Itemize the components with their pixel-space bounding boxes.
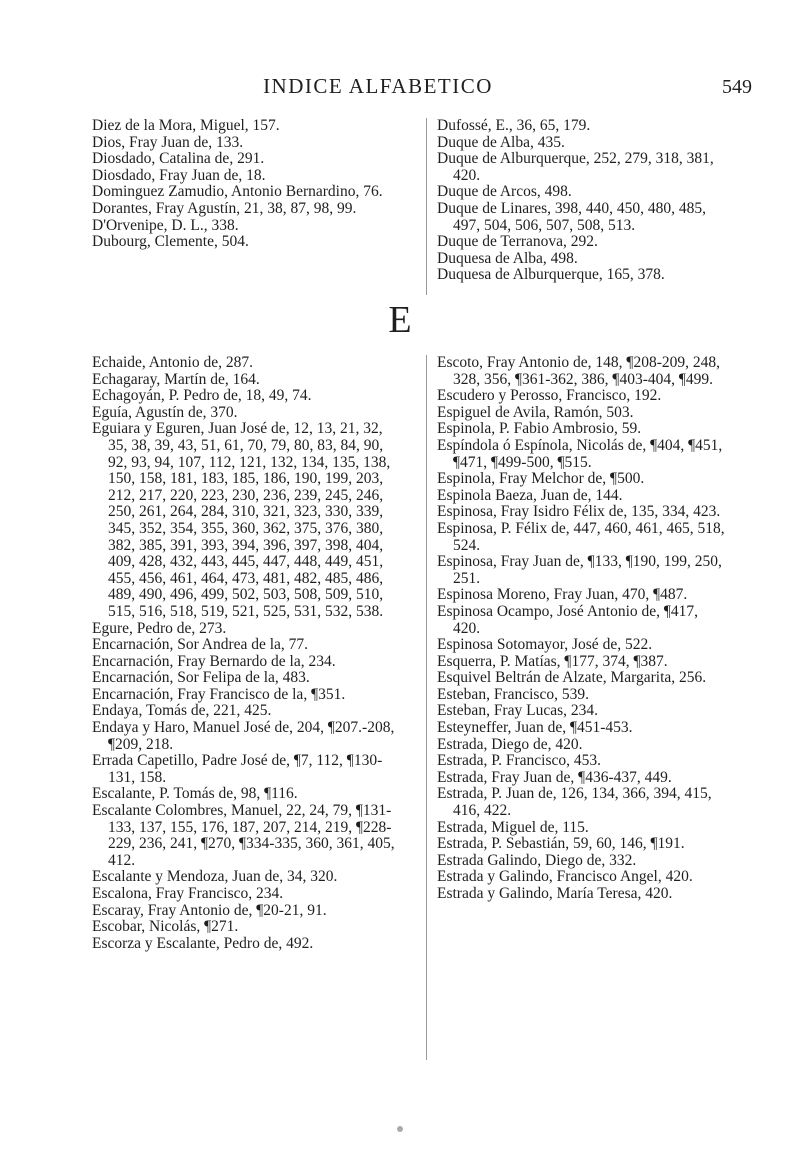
index-entry: Escalona, Fray Francisco, 234. — [92, 885, 284, 902]
index-entry: Espinosa Moreno, Fray Juan, 470, ¶487. — [437, 586, 688, 604]
index-entry: Estrada, Miguel de, 115. — [437, 818, 589, 836]
index-column-bottom-right — [426, 355, 729, 1060]
index-entry: Escalante Colombres, Manuel, 22, 24, 79, ¶131-133, 137, 155, 176, 187, 207, 214, 219, ¶228-229, 236, 241, ¶270, ¶334-335, 360, 361, 405, 412. — [92, 802, 395, 869]
index-entry: Escorza y Escalante, Pedro de, 492. — [92, 934, 314, 952]
index-entry: Estrada, P. Francisco, 453. — [437, 752, 602, 770]
index-entry: Diosdado, Fray Juan de, 18. — [92, 166, 266, 184]
index-entry: Estrada, Diego de, 420. — [437, 735, 583, 753]
index-entry: Encarnación, Sor Andrea de la, 77. — [92, 636, 309, 654]
index-entry: Dubourg, Clemente, 504. — [92, 233, 249, 251]
index-column-top-left — [92, 118, 402, 251]
index-entry: Espíndola ó Espínola, Nicolás de, ¶404, ¶451, ¶471, ¶499-500, ¶515. — [437, 436, 723, 471]
index-entry: Diez de la Mora, Miguel, 157. — [92, 117, 280, 134]
index-entry: D'Orvenipe, D. L., 338. — [92, 216, 239, 234]
index-entry: Dios, Fray Juan de, 133. — [92, 133, 244, 151]
index-entry: Duque de Terranova, 292. — [437, 233, 598, 251]
index-entry: Espinosa, P. Félix de, 447, 460, 461, 465, 518, 524. — [437, 519, 725, 554]
index-entry: Escoto, Fray Antonio de, 148, ¶208-209, 248, 328, 356, ¶361-362, 386, ¶403-404, ¶499. — [437, 354, 720, 388]
section-letter: E — [388, 299, 412, 341]
index-entry: Endaya y Haro, Manuel José de, 204, ¶207.-208, ¶209, 218. — [92, 719, 395, 753]
index-entry: Espiguel de Avila, Ramón, 503. — [437, 403, 634, 421]
index-entry: Echagaray, Martín de, 164. — [92, 370, 260, 388]
index-entry: Duque de Arcos, 498. — [437, 183, 572, 201]
index-entry: Espinosa, Fray Isidro Félix de, 135, 334, 423. — [437, 503, 721, 521]
index-column-bottom-left — [92, 355, 402, 952]
running-header: INDICE ALFABETICO — [263, 74, 493, 98]
index-entry: Endaya, Tomás de, 221, 425. — [92, 702, 272, 720]
index-entry: Escudero y Perosso, Francisco, 192. — [437, 387, 662, 405]
page-number: 549 — [722, 76, 752, 98]
index-entry: Espinosa Sotomayor, José de, 522. — [437, 636, 653, 654]
index-entry: Dufossé, E., 36, 65, 179. — [437, 117, 591, 134]
index-entry: Encarnación, Fray Bernardo de la, 234. — [92, 652, 336, 670]
printer-mark — [397, 1126, 403, 1132]
index-entry: Encarnación, Sor Felipa de la, 483. — [92, 669, 310, 687]
index-entry: Escalante, P. Tomás de, 98, ¶116. — [92, 785, 298, 803]
index-entry: Espinola Baeza, Juan de, 144. — [437, 486, 623, 504]
index-entry: Estrada, P. Sebastián, 59, 60, 146, ¶191. — [437, 835, 685, 853]
index-entry: Dorantes, Fray Agustín, 21, 38, 87, 98, 99. — [92, 199, 357, 217]
index-entry: Estrada y Galindo, Francisco Angel, 420. — [437, 868, 693, 886]
index-entry: Duque de Linares, 398, 440, 450, 480, 485, 497, 504, 506, 507, 508, 513. — [437, 199, 707, 234]
index-entry: Dominguez Zamudio, Antonio Bernardino, 76. — [92, 183, 383, 201]
index-entry: Escobar, Nicolás, ¶271. — [92, 918, 239, 936]
index-entry: Errada Capetillo, Padre José de, ¶7, 112, ¶130-131, 158. — [92, 752, 383, 786]
index-column-top-right — [426, 118, 729, 295]
index-entry: Eguiara y Eguren, Juan José de, 12, 13, 21, 32, 35, 38, 39, 43, 51, 61, 70, 79, 80, 83, 84, 90, 92, 93, 94, 107, 112, 121, 132, 134, 135, 138, 150, 158, 181, 183, 185, 186, 190, 199, 203, 212, 217, 220, 223, 230, 236, 239, 245, 246, 250, 261, 264, 284, 310, 321, 323, 330, 339, 345, 352, 354, 355, 360, 362, 375, 376, 380, 382, 385, 391, 393, 394, 396, 397, 398, 404, 409, 428, 432, 443, 445, 447, 448, 449, 451, 455, 456, 461, 464, 473, 481, 482, 485, 486, 489, 490, 496, 499, 502, 503, 508, 509, 510, 515, 516, 518, 519, 521, 525, 531, 532, 538. — [92, 420, 391, 620]
index-entry: Duquesa de Alba, 498. — [437, 249, 578, 267]
index-entry: Esquivel Beltrán de Alzate, Margarita, 256. — [437, 669, 707, 687]
index-entry: Escalante y Mendoza, Juan de, 34, 320. — [92, 868, 338, 886]
index-entry: Echagoyán, P. Pedro de, 18, 49, 74. — [92, 387, 312, 405]
index-entry: Esteyneffer, Juan de, ¶451-453. — [437, 719, 633, 737]
index-entry: Estrada y Galindo, María Teresa, 420. — [437, 885, 673, 902]
index-entry: Espinola, Fray Melchor de, ¶500. — [437, 470, 645, 488]
index-entry: Esteban, Francisco, 539. — [437, 685, 589, 703]
index-entry: Duque de Alba, 435. — [437, 133, 565, 151]
index-entry: Espinosa Ocampo, José Antonio de, ¶417, 420. — [437, 602, 699, 637]
index-entry: Duquesa de Alburquerque, 165, 378. — [437, 266, 665, 284]
index-entry: Escaray, Fray Antonio de, ¶20-21, 91. — [92, 901, 327, 919]
index-entry: Echaide, Antonio de, 287. — [92, 354, 253, 371]
index-entry: Esteban, Fray Lucas, 234. — [437, 702, 598, 720]
index-entry: Estrada, P. Juan de, 126, 134, 366, 394, 415, 416, 422. — [437, 785, 712, 820]
index-entry: Espinola, P. Fabio Ambrosio, 59. — [437, 420, 642, 438]
index-entry: Eguía, Agustín de, 370. — [92, 403, 238, 421]
index-entry: Diosdado, Catalina de, 291. — [92, 150, 265, 168]
index-entry: Estrada Galindo, Diego de, 332. — [437, 851, 637, 869]
index-entry: Egure, Pedro de, 273. — [92, 619, 227, 637]
index-entry: Encarnación, Fray Francisco de la, ¶351. — [92, 685, 346, 703]
index-entry: Espinosa, Fray Juan de, ¶133, ¶190, 199, 250, 251. — [437, 553, 722, 587]
index-entry: Esquerra, P. Matías, ¶177, 374, ¶387. — [437, 652, 668, 670]
index-entry: Estrada, Fray Juan de, ¶436-437, 449. — [437, 768, 672, 786]
index-entry: Duque de Alburquerque, 252, 279, 318, 381, 420. — [437, 150, 714, 184]
